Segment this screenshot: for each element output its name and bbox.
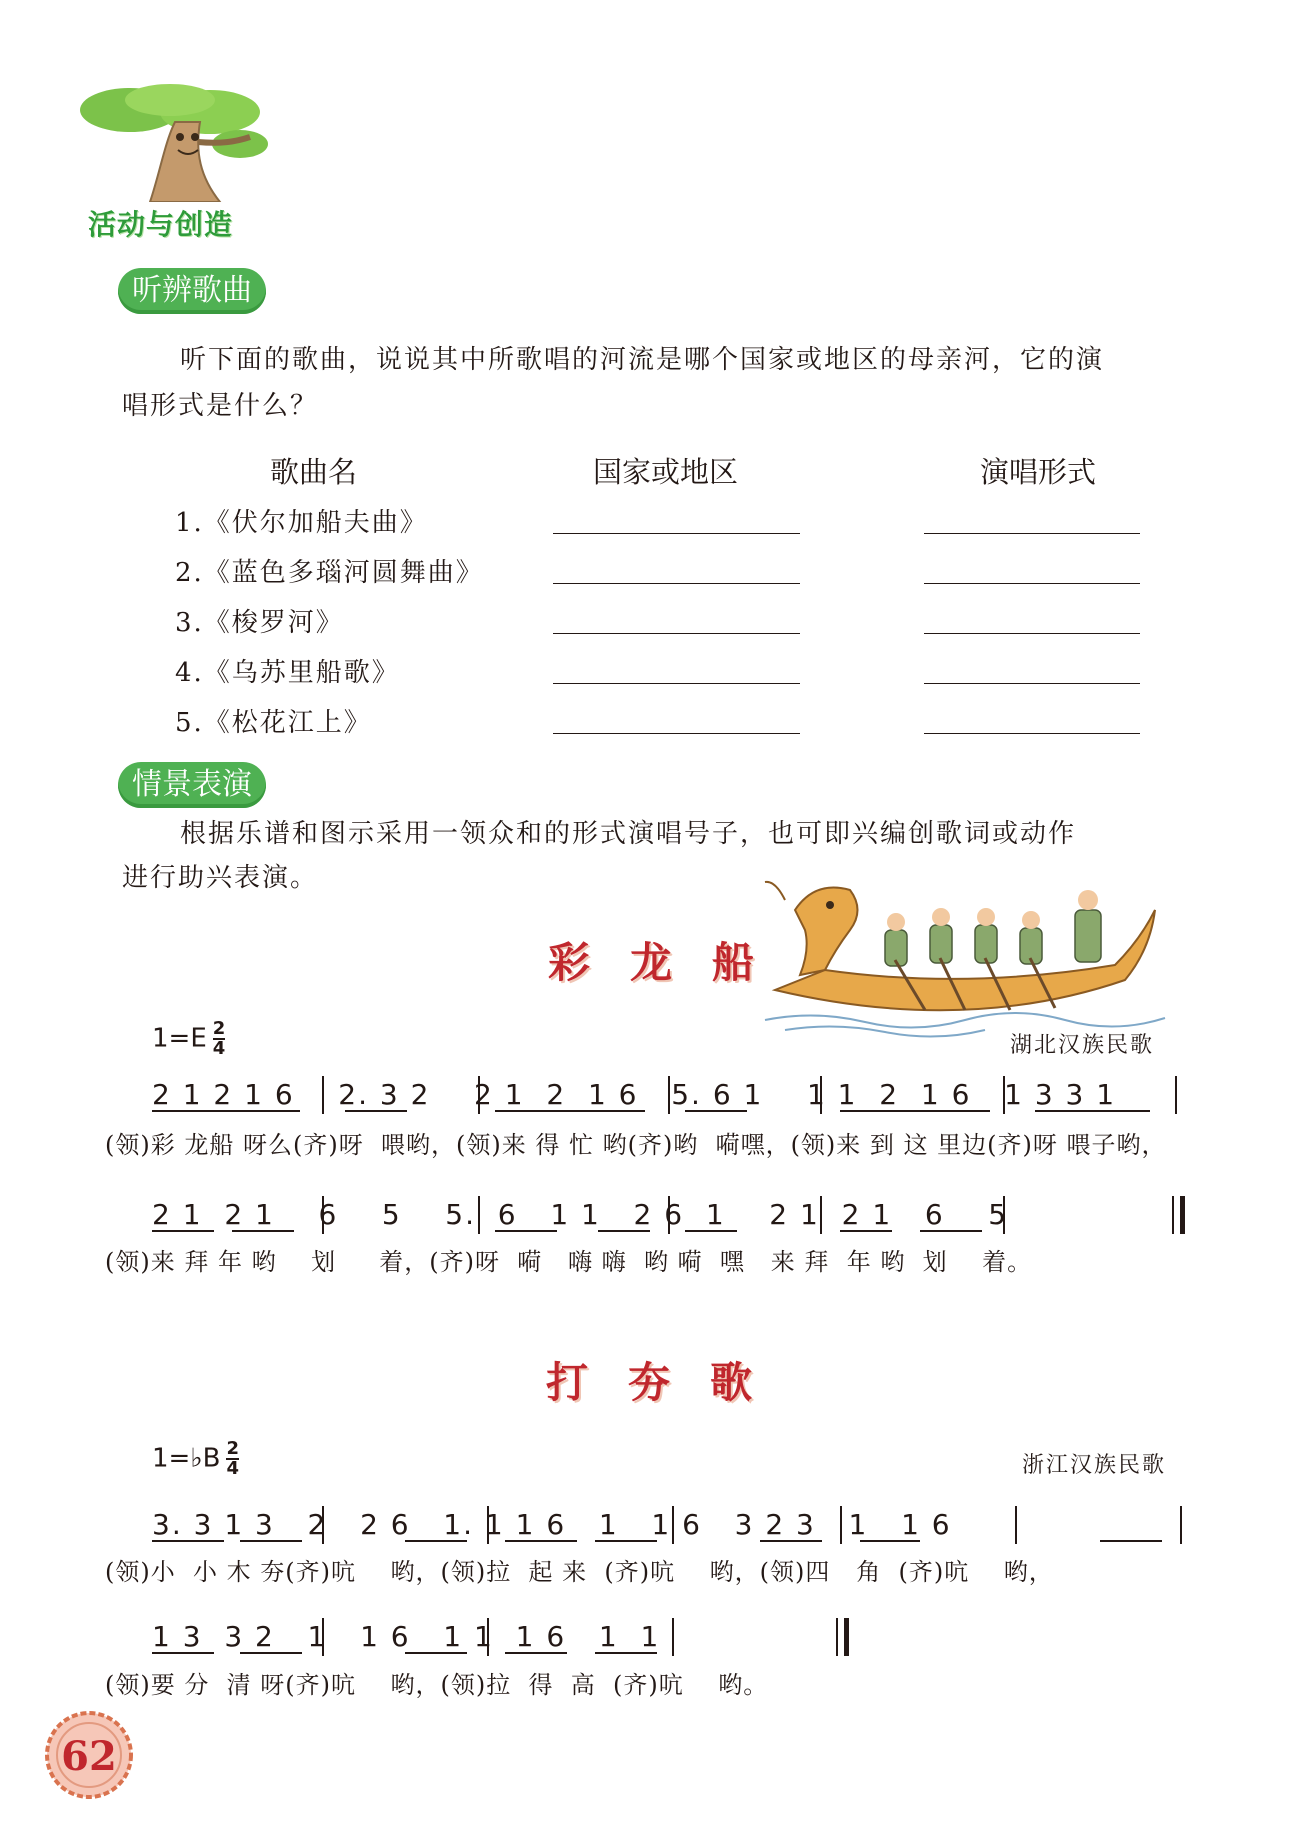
bar-line	[322, 1506, 324, 1544]
bar-line	[322, 1618, 324, 1656]
answer-blank[interactable]	[553, 633, 800, 634]
beam	[152, 1540, 224, 1542]
answer-blank[interactable]	[924, 583, 1140, 584]
bar-line	[487, 1506, 489, 1544]
page-number: 62	[61, 1733, 117, 1780]
bar-line	[487, 1618, 489, 1656]
column-header-song: 歌曲名	[270, 455, 358, 489]
beam	[240, 1652, 302, 1654]
notation-line: 2 1 2 1 6 2. 3 2 2 1 2 1 6 5. 6 1 1 1 2 1 6 1 3 3 1	[152, 1078, 1117, 1111]
activity-label-perform: 情景表演	[118, 762, 266, 808]
beam	[152, 1652, 214, 1654]
beam	[840, 1230, 892, 1232]
score-title: 打夯歌	[546, 1358, 793, 1407]
bar-line	[1003, 1076, 1005, 1114]
beam	[495, 1230, 557, 1232]
beam	[840, 1110, 990, 1112]
answer-blank[interactable]	[924, 733, 1140, 734]
bar-line	[668, 1196, 670, 1234]
score-title: 彩龙船	[548, 938, 795, 987]
beam	[405, 1540, 467, 1542]
bar-line	[1180, 1506, 1182, 1544]
column-header-country: 国家或地区	[593, 455, 739, 489]
lyrics-line: (领)来 拜 年 哟 划 着，(齐)呀 嗬 嗨 嗨 哟 嗬 嘿 来 拜 年 哟 划 着。	[105, 1248, 1033, 1276]
section-title: 活动与创造	[88, 208, 234, 241]
song-origin: 湖北汉族民歌	[1010, 1033, 1155, 1058]
bar-line	[668, 1076, 670, 1114]
notation-line: 1 3 3 2 1 1 6 1 1 1 6 1 1	[152, 1620, 661, 1653]
bar-line	[672, 1618, 674, 1656]
key-signature: 1=♭B $\frac{2}{4}$	[152, 1438, 239, 1479]
song-origin: 浙江汉族民歌	[1022, 1453, 1167, 1478]
beam	[505, 1540, 577, 1542]
time-signature: $\frac{2}{4}$	[212, 1018, 226, 1059]
beam	[685, 1110, 747, 1112]
answer-blank[interactable]	[553, 533, 800, 534]
beam	[152, 1110, 300, 1112]
notation-line: 3. 3 1 3 2 2 6 1. 1 1 6 1 1 6 3 2 3 1 1 6	[152, 1508, 952, 1541]
beam	[232, 1230, 294, 1232]
beam	[405, 1652, 467, 1654]
activity-label-listen: 听辨歌曲	[118, 268, 266, 314]
beam	[598, 1230, 650, 1232]
beam	[495, 1110, 645, 1112]
dragon-boat-illustration	[755, 870, 1175, 1040]
bar-line	[322, 1196, 324, 1234]
bar-line	[1015, 1506, 1017, 1544]
answer-blank[interactable]	[924, 633, 1140, 634]
lyrics-line: (领)小 小 木 夯(齐)吭 哟，(领)拉 起 来 (齐)吭 哟，(领)四 角 (齐)吭 哟，	[105, 1558, 1054, 1586]
tree-mascot-illustration	[70, 82, 270, 202]
answer-blank[interactable]	[553, 683, 800, 684]
song-item: 3.《梭罗河》	[175, 608, 344, 638]
answer-blank[interactable]	[553, 583, 800, 584]
bar-line	[672, 1506, 674, 1544]
bar-line	[478, 1196, 480, 1234]
beam	[505, 1652, 567, 1654]
answer-blank[interactable]	[924, 683, 1140, 684]
bar-line	[820, 1076, 822, 1114]
answer-blank[interactable]	[924, 533, 1140, 534]
bar-line	[1003, 1196, 1005, 1234]
beam	[920, 1230, 982, 1232]
bar-line	[322, 1076, 324, 1114]
beam	[152, 1230, 214, 1232]
column-header-style: 演唱形式	[980, 455, 1097, 489]
page-number-badge	[44, 1710, 134, 1800]
instruction-line: 进行助兴表演。	[122, 863, 319, 893]
bar-line	[478, 1076, 480, 1114]
notation-line: 2 1 2 1 6 5 5. 6 1 1 2 6 1 2 1 2 1 6 5	[152, 1198, 1009, 1231]
beam	[595, 1540, 657, 1542]
final-bar-line	[1172, 1196, 1185, 1234]
song-item: 5.《松花江上》	[175, 708, 372, 738]
beam	[345, 1110, 407, 1112]
key-signature: 1=E $\frac{2}{4}$	[152, 1018, 226, 1059]
bar-line	[840, 1506, 842, 1544]
instruction-line: 听下面的歌曲，说说其中所歌唱的河流是哪个国家或地区的母亲河，它的演	[180, 345, 1105, 375]
instruction-line: 根据乐谱和图示采用一领众和的形式演唱号子，也可即兴编创歌词或动作	[180, 819, 1077, 849]
bar-line	[820, 1196, 822, 1234]
beam	[1100, 1540, 1162, 1542]
song-item: 2.《蓝色多瑙河圆舞曲》	[175, 558, 484, 588]
lyrics-line: (领)要 分 清 呀(齐)吭 哟，(领)拉 得 高 (齐)吭 哟。	[105, 1671, 769, 1699]
bar-line	[1175, 1076, 1177, 1114]
time-signature: $\frac{2}{4}$	[226, 1438, 239, 1479]
lyrics-line: (领)彩 龙船 呀么(齐)呀 喂哟，(领)来 得 忙 哟(齐)哟 嗬嘿，(领)来 到 这 里边(齐)呀 喂子哟，	[105, 1131, 1167, 1159]
song-item: 4.《乌苏里船歌》	[175, 658, 400, 688]
beam	[240, 1540, 302, 1542]
beam	[1035, 1110, 1150, 1112]
beam	[595, 1652, 657, 1654]
final-bar-line	[836, 1618, 849, 1656]
answer-blank[interactable]	[553, 733, 800, 734]
instruction-line: 唱形式是什么？	[122, 391, 319, 421]
song-item: 1.《伏尔加船夫曲》	[175, 508, 428, 538]
beam	[860, 1540, 920, 1542]
beam	[685, 1230, 737, 1232]
beam	[760, 1540, 822, 1542]
